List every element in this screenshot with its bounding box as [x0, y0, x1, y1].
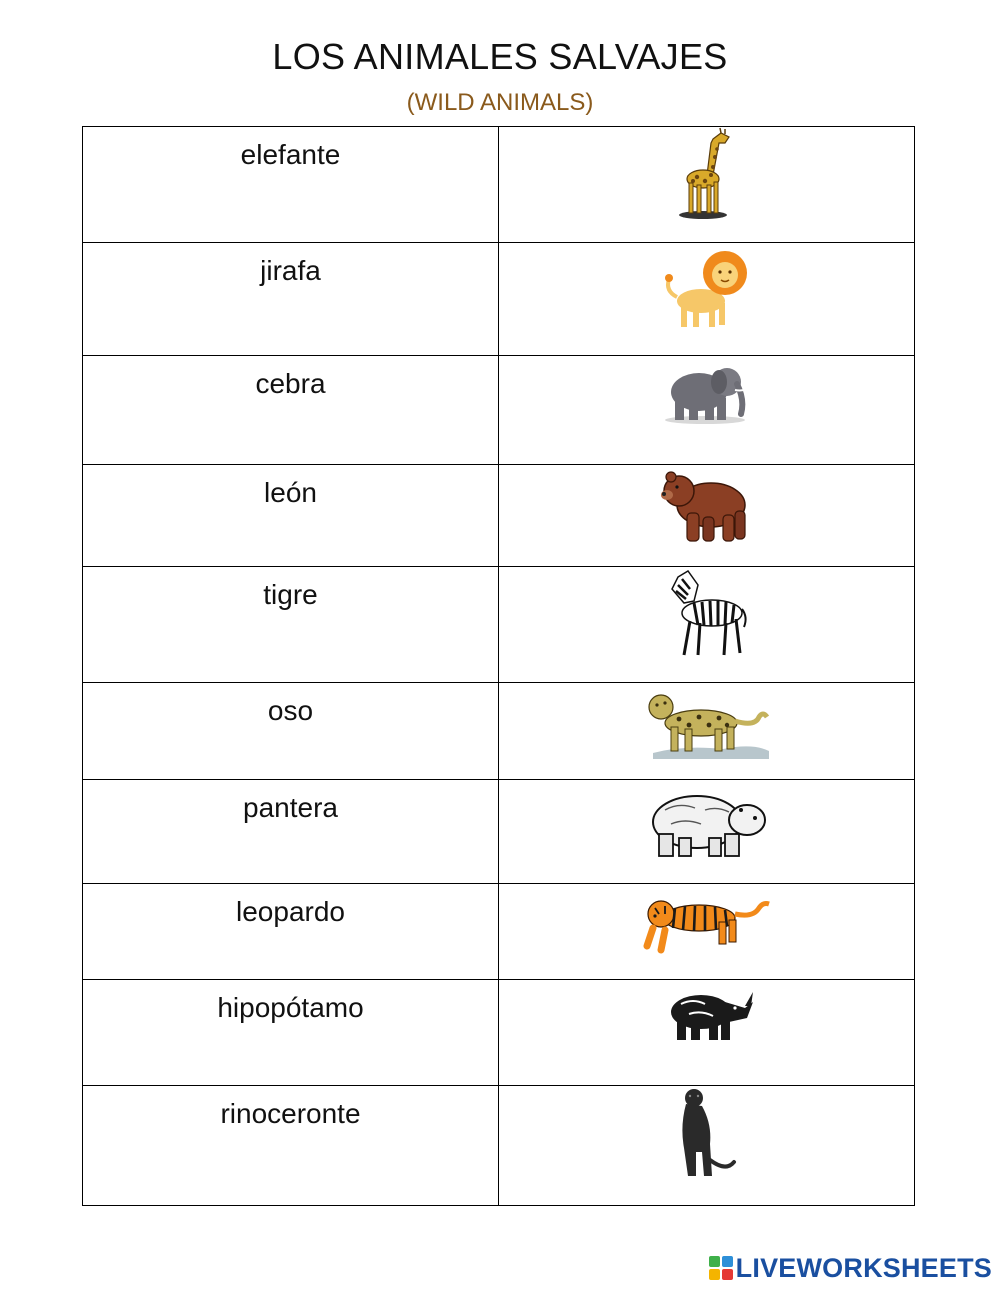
picture-cell — [499, 465, 915, 567]
picture-cell — [499, 1086, 915, 1206]
liveworksheets-logo — [709, 1251, 992, 1285]
word-cell — [83, 884, 499, 980]
word-label: rinoceronte — [220, 1098, 361, 1129]
table-row — [83, 884, 915, 980]
table-row — [83, 1086, 915, 1206]
rhino-icon — [659, 980, 755, 1044]
vocabulary-table — [82, 126, 915, 1206]
logo-square — [722, 1256, 733, 1267]
giraffe-icon — [667, 127, 747, 221]
logo-mark-icon — [709, 1256, 733, 1280]
logo-square — [709, 1269, 720, 1280]
table-row — [83, 780, 915, 884]
panther-icon — [672, 1086, 742, 1182]
word-cell — [83, 127, 499, 243]
table-row — [83, 127, 915, 243]
leopard-icon — [643, 683, 771, 759]
word-cell — [83, 567, 499, 683]
word-cell — [83, 683, 499, 780]
page-title: LOS ANIMALES SALVAJES — [272, 36, 728, 77]
table-row — [83, 980, 915, 1086]
word-label: elefante — [240, 139, 341, 170]
word-cell — [83, 465, 499, 567]
word-cell — [83, 780, 499, 884]
lion-icon — [659, 243, 755, 331]
zebra-icon — [664, 567, 750, 661]
brand-text: LIVEWORKSHEETS — [735, 1252, 992, 1283]
table-row — [83, 243, 915, 356]
picture-cell — [499, 567, 915, 683]
elephant-icon — [659, 356, 755, 426]
word-label: cebra — [255, 368, 326, 399]
table-row — [83, 567, 915, 683]
page-subtitle: (WILD ANIMALS) — [406, 89, 594, 116]
word-label: león — [264, 477, 317, 508]
word-label: hipopótamo — [217, 992, 364, 1023]
word-cell — [83, 1086, 499, 1206]
hippo-icon — [645, 780, 769, 860]
picture-cell — [499, 127, 915, 243]
picture-cell — [499, 243, 915, 356]
table-row — [83, 356, 915, 465]
word-cell — [83, 980, 499, 1086]
logo-square — [709, 1256, 720, 1267]
tiger-icon — [643, 884, 771, 956]
picture-cell — [499, 356, 915, 465]
word-cell — [83, 356, 499, 465]
picture-cell — [499, 683, 915, 780]
word-label: leopardo — [236, 896, 345, 927]
table-row — [83, 465, 915, 567]
word-label: jirafa — [260, 255, 321, 286]
word-label: pantera — [243, 792, 338, 823]
word-cell — [83, 243, 499, 356]
word-label: oso — [267, 695, 314, 726]
table-row — [83, 683, 915, 780]
picture-cell — [499, 780, 915, 884]
bear-icon — [659, 465, 755, 545]
picture-cell — [499, 980, 915, 1086]
word-label: tigre — [263, 579, 318, 610]
logo-square — [722, 1269, 733, 1280]
picture-cell — [499, 884, 915, 980]
